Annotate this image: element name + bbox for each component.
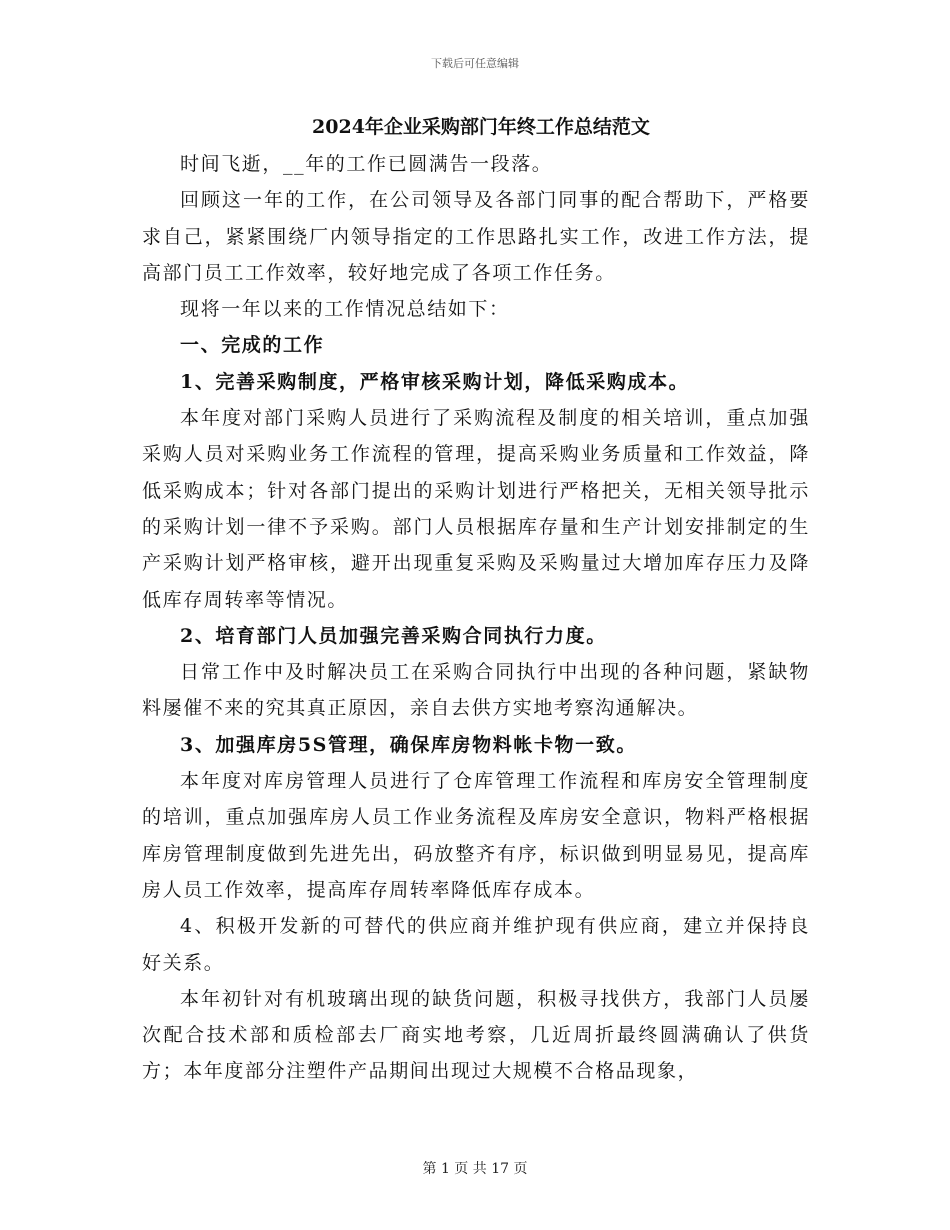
paragraph: 时间飞逝，__年的工作已圆满告一段落。	[180, 153, 553, 175]
document-title: 2024年企业采购部门年终工作总结范文	[312, 116, 650, 138]
paragraph: 回顾这一年的工作，在公司领导及各部门同事的配合帮助下，严格要求自己，紧紧围绕厂内领导指定的工作思路扎实工作，改进工作方法，提高部门员工工作效率，较好地完成了各项工作任务。	[142, 189, 810, 284]
page-indicator: 第 1 页 共 17 页	[422, 1161, 528, 1177]
header-note: 下载后可任意编辑	[431, 57, 519, 70]
subsection-heading: 1、完善采购制度，严格审核采购计划，降低采购成本。	[180, 370, 690, 393]
document-body	[142, 110, 810, 1090]
paragraph: 本年度对部门采购人员进行了采购流程及制度的相关培训，重点加强采购人员对采购业务工作流程的管理，提高采购业务质量和工作效益，降低采购成本；针对各部门提出的采购计划进行严格把关，无相关领导批示的采购计划一律不予采购。部门人员根据库存量和生产计划安排制定的生产采购计划严格审核，避开出现重复采购及采购量过大增加库存压力及降低库存周转率等情况。	[142, 407, 810, 611]
paragraph: 本年初针对有机玻璃出现的缺货问题，积极寻找供方，我部门人员屡次配合技术部和质检部去厂商实地考察，几近周折最终圆满确认了供货方；本年度部分注塑件产品期间出现过大规模不合格品现象，	[142, 987, 810, 1083]
paragraph: 日常工作中及时解决员工在采购合同执行中出现的各种问题，紧缺物料屡催不来的究其真正原因，亲自去供方实地考察沟通解决。	[142, 661, 810, 720]
paragraph: 现将一年以来的工作情况总结如下：	[180, 298, 510, 321]
section-heading: 一、完成的工作	[180, 334, 325, 357]
paragraph: 4、积极开发新的可替代的供应商并维护现有供应商，建立并保持良好关系。	[142, 915, 810, 974]
paragraph: 本年度对库房管理人员进行了仓库管理工作流程和库房安全管理制度的培训，重点加强库房人员工作业务流程及库房安全意识，物料严格根据库房管理制度做到先进先出，码放整齐有序，标识做到明显易见，提高库房人员工作效率，提高库存周转率降低库存成本。	[142, 770, 810, 901]
subsection-heading: 2、培育部门人员加强完善采购合同执行力度。	[180, 624, 607, 647]
subsection-heading: 3、加强库房5S管理，确保库房物料帐卡物一致。	[180, 733, 637, 756]
